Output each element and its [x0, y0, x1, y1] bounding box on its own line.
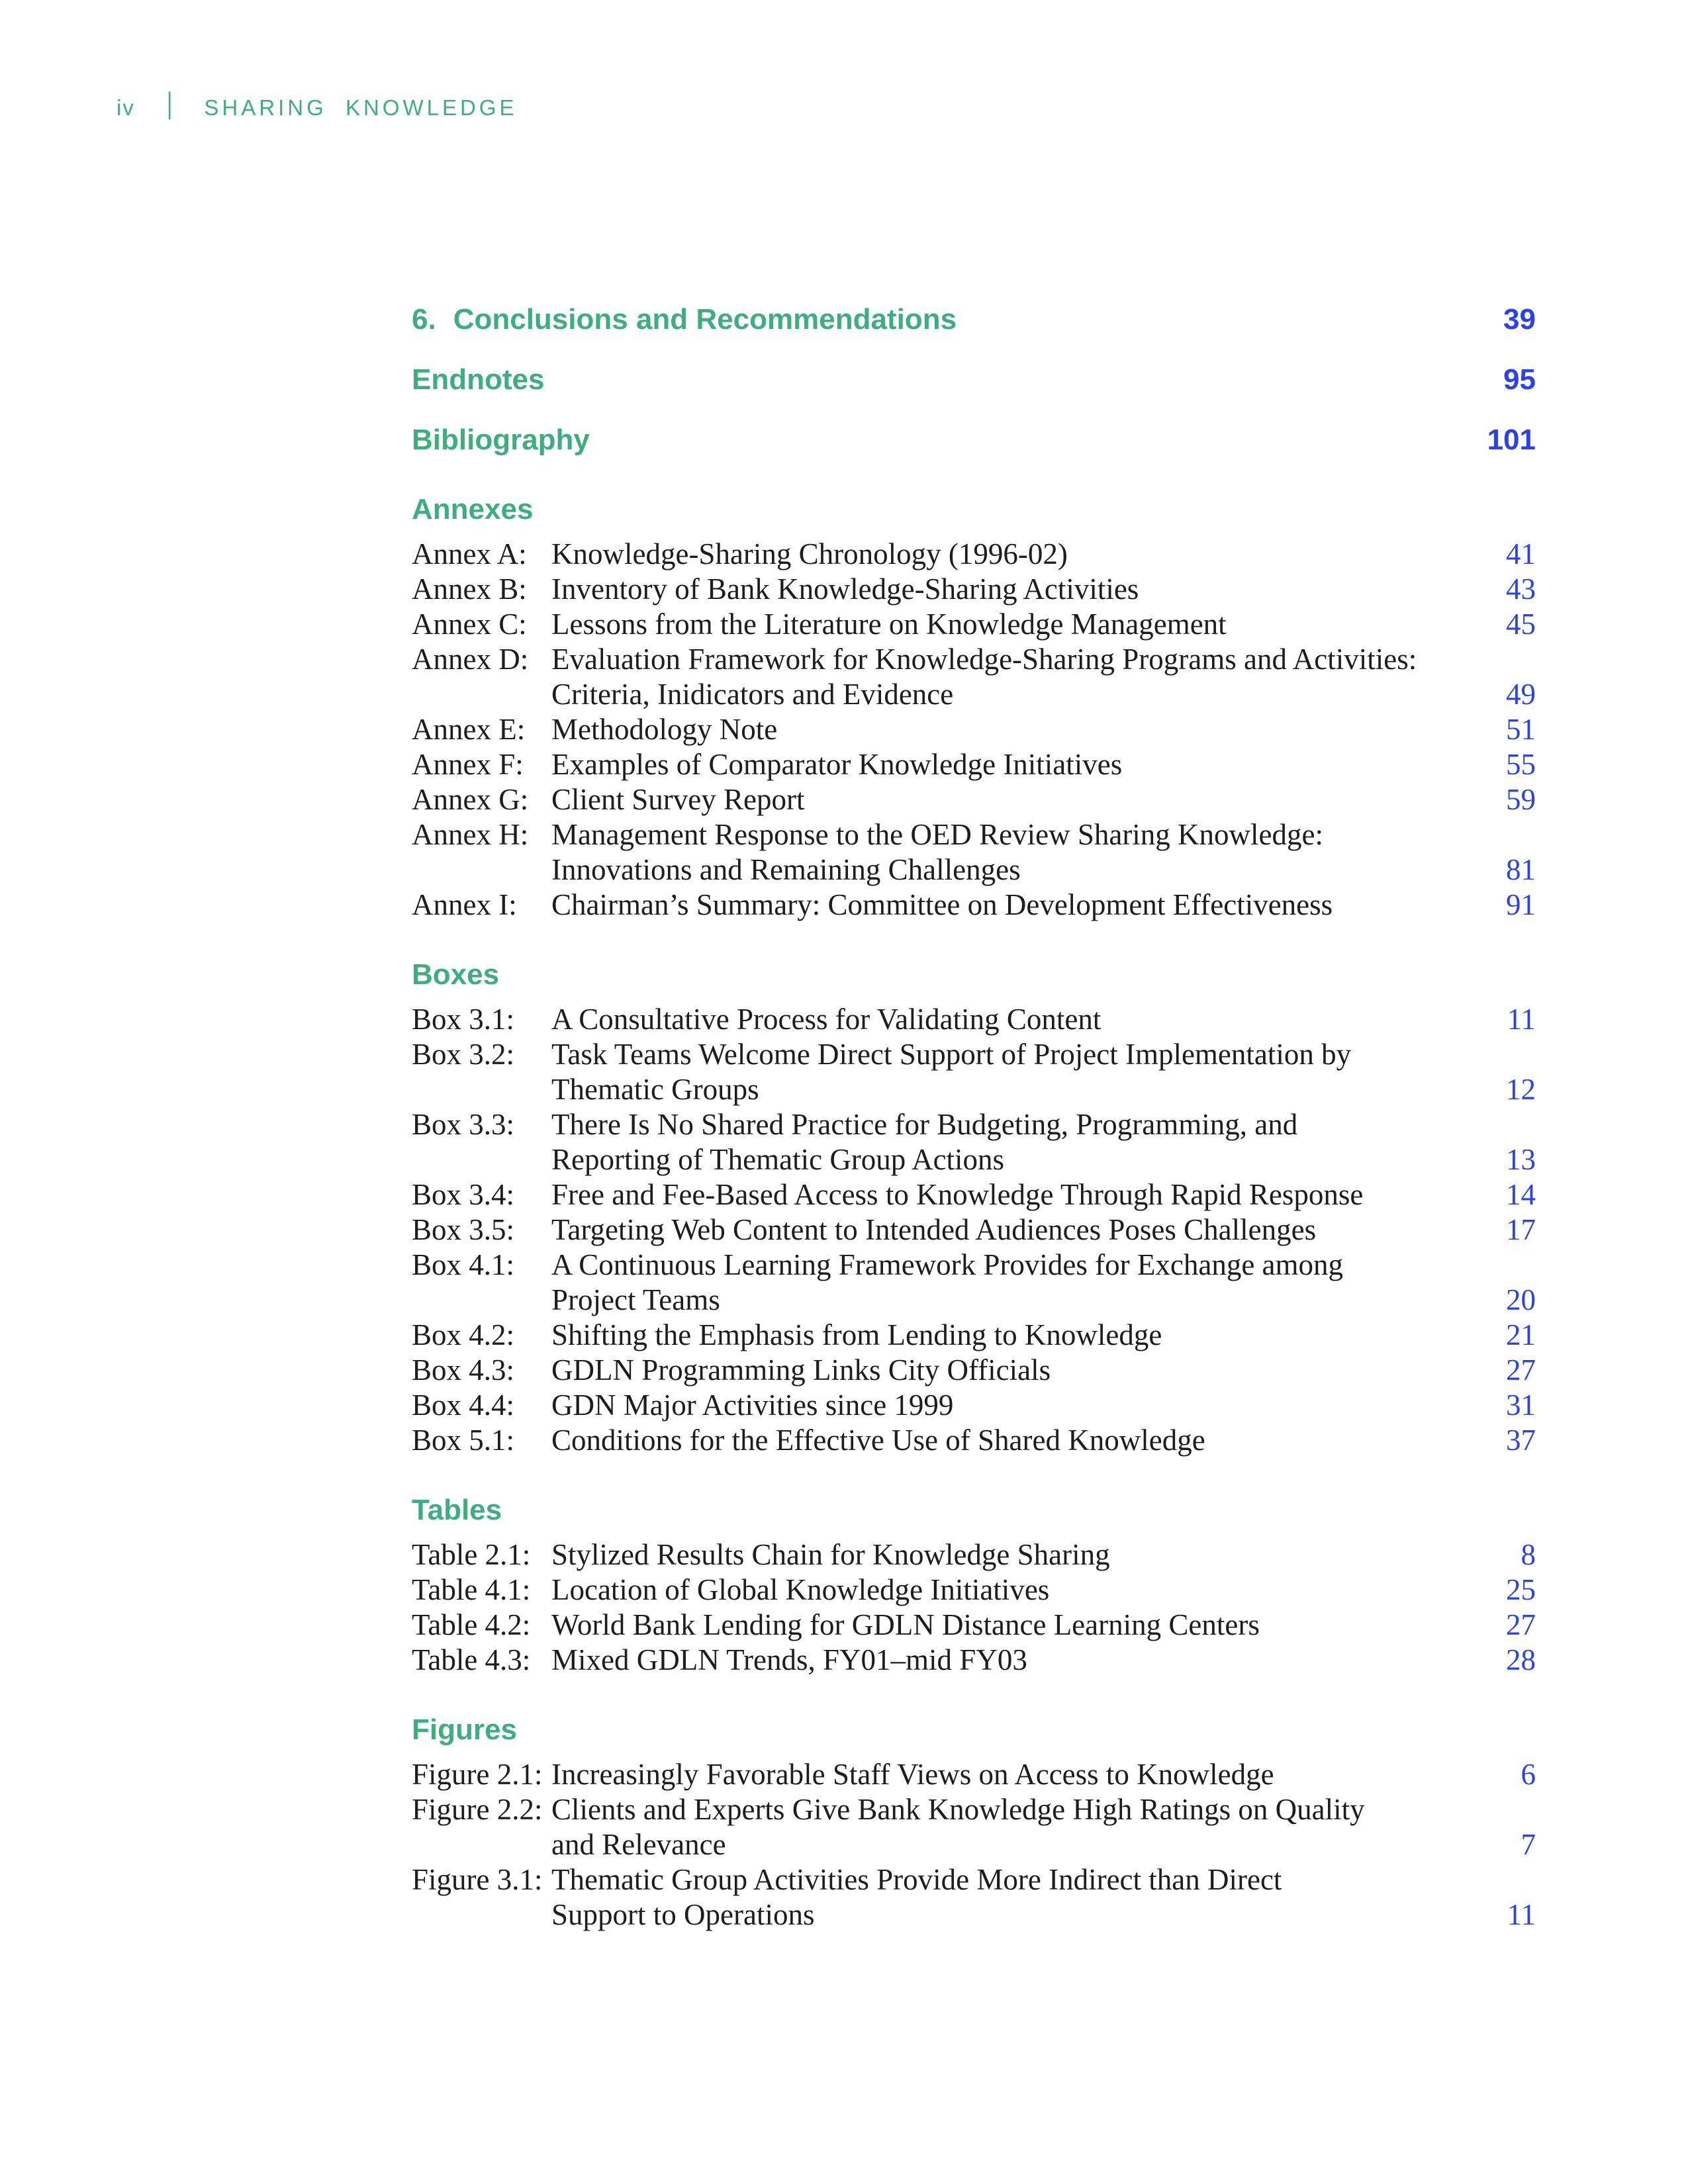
entry-label: Table 2.1:: [412, 1538, 531, 1571]
entry-title: [551, 1037, 1351, 1107]
toc-entry: [412, 1318, 1536, 1353]
page-number: 37: [1506, 1424, 1536, 1457]
page-number: 39: [1503, 303, 1536, 336]
entry-title: [551, 1177, 1363, 1212]
entry-title: [551, 537, 1068, 572]
entry-label: Annex F:: [412, 748, 524, 781]
entry-title: [551, 1537, 1110, 1572]
book-title: SHARING KNOWLEDGE: [204, 95, 518, 120]
entry-title: [551, 817, 1323, 887]
toc-top-entry: [412, 362, 1536, 397]
toc-entry: [412, 1248, 1536, 1318]
entry-title: [551, 1608, 1260, 1643]
toc-entry: [412, 642, 1536, 712]
chapter-number: 6.: [412, 303, 436, 336]
page-number: 81: [1506, 853, 1536, 886]
page-number: 8: [1521, 1538, 1536, 1571]
entry-title: [551, 1862, 1282, 1933]
toc-top-entry: [412, 422, 1536, 457]
page-number: 11: [1507, 1898, 1536, 1931]
entry-title-line: Inventory of Bank Knowledge-Sharing Activities: [551, 572, 1139, 606]
chapter-title: Conclusions and Recommendations: [453, 303, 957, 336]
section-heading: Boxes: [412, 958, 500, 991]
page-number: 13: [1506, 1143, 1536, 1176]
entry-title-line: Free and Fee-Based Access to Knowledge Through Rapid Response: [551, 1178, 1364, 1211]
toc-entry: [412, 1177, 1536, 1212]
entry-label: Figure 2.1:: [412, 1758, 543, 1791]
toc-entry: [412, 782, 1536, 817]
entry-title-line: Criteria, Inidicators and Evidence: [551, 678, 954, 711]
entry-title: [551, 1318, 1162, 1353]
toc-top-entry: [412, 302, 1536, 337]
entry-label: Box 5.1:: [412, 1424, 515, 1457]
entry-title-line: Management Response to the OED Review Sharing Knowledge:: [551, 818, 1324, 851]
section-heading: Tables: [412, 1494, 502, 1526]
entry-title: [551, 1572, 1049, 1608]
entry-label: Box 3.3:: [412, 1108, 515, 1141]
page-number: 7: [1521, 1828, 1536, 1861]
page-number: 55: [1506, 748, 1536, 781]
table-of-contents: [412, 302, 1536, 1933]
toc-entry: [412, 1792, 1536, 1862]
page-number: 31: [1506, 1388, 1536, 1422]
toc-section-annexes: [412, 492, 1536, 923]
toc-entry: [412, 1423, 1536, 1458]
toc-entry: [412, 1388, 1536, 1423]
entry-title-line: Reporting of Thematic Group Actions: [551, 1143, 1005, 1176]
entry-title: [551, 1643, 1027, 1678]
entry-title: [551, 642, 1417, 712]
entry-title-line: Knowledge-Sharing Chronology (1996-02): [551, 537, 1068, 570]
toc-entry: [412, 1643, 1536, 1678]
entry-title: [551, 1212, 1316, 1248]
page-number: 17: [1506, 1213, 1536, 1246]
page-number: 14: [1506, 1178, 1536, 1211]
toc-entry: [412, 1862, 1536, 1933]
page-number: 51: [1506, 713, 1536, 746]
toc-section-boxes: [412, 957, 1536, 1458]
entry-title-line: Mixed GDLN Trends, FY01–mid FY03: [551, 1643, 1027, 1676]
page-number: 28: [1506, 1643, 1536, 1676]
entry-title: [551, 572, 1139, 607]
entry-title: [551, 1388, 953, 1423]
page-number: 49: [1506, 678, 1536, 711]
entry-title: [551, 1107, 1297, 1177]
entry-label: Box 4.3:: [412, 1353, 515, 1387]
page-number: 25: [1506, 1573, 1536, 1606]
toc-entry: [412, 887, 1536, 923]
entry-label: Annex C:: [412, 608, 527, 641]
entry-label: Box 4.4:: [412, 1388, 515, 1422]
entry-title-line: Shifting the Emphasis from Lending to Knowledge: [551, 1318, 1162, 1351]
page-number: 12: [1506, 1073, 1536, 1106]
toc-entry: [412, 1037, 1536, 1107]
entry-label: Annex A:: [412, 537, 527, 570]
entry-title: [551, 712, 777, 747]
entry-title-line: Thematic Groups: [551, 1073, 759, 1106]
entry-label: Table 4.1:: [412, 1573, 531, 1606]
entry-title: [551, 782, 804, 817]
entry-title-line: Evaluation Framework for Knowledge-Sharing Programs and Activities:: [551, 643, 1417, 676]
entry-title-line: Chairman’s Summary: Committee on Development Effectiveness: [551, 888, 1333, 921]
entry-title: [551, 1757, 1274, 1792]
entry-label: Annex B:: [412, 572, 527, 606]
entry-label: Figure 3.1:: [412, 1863, 543, 1896]
toc-entry: [412, 1107, 1536, 1177]
entry-label: Table 4.2:: [412, 1608, 531, 1641]
entry-title-line: Clients and Experts Give Bank Knowledge High Ratings on Quality: [551, 1793, 1365, 1826]
running-head: [117, 86, 518, 120]
entry-title: [551, 1248, 1343, 1318]
section-heading: Figures: [412, 1713, 517, 1746]
entry-title-line: Support to Operations: [551, 1898, 815, 1931]
entry-label: Box 4.1:: [412, 1248, 515, 1281]
toc-entry: [412, 1353, 1536, 1388]
entry-title-line: A Continuous Learning Framework Provides for Exchange among: [551, 1248, 1344, 1281]
toc-entry: [412, 607, 1536, 642]
page-number: 59: [1506, 783, 1536, 816]
page-number: 41: [1506, 537, 1536, 570]
section-heading: Annexes: [412, 493, 534, 525]
entry-title-line: Conditions for the Effective Use of Shared Knowledge: [551, 1424, 1205, 1457]
entry-label: Annex H:: [412, 818, 529, 851]
toc-section-tables: [412, 1492, 1536, 1678]
entry-title-line: Examples of Comparator Knowledge Initiatives: [551, 748, 1123, 781]
chapter-title: Endnotes: [412, 363, 545, 396]
toc-entry: [412, 1572, 1536, 1608]
entry-title-line: Stylized Results Chain for Knowledge Sharing: [551, 1538, 1110, 1571]
page-number: 27: [1506, 1353, 1536, 1387]
entry-title: [551, 1353, 1051, 1388]
toc-section-figures: [412, 1712, 1536, 1933]
toc-entry: [412, 712, 1536, 747]
entry-title-line: Increasingly Favorable Staff Views on Access to Knowledge: [551, 1758, 1274, 1791]
entry-title-line: There Is No Shared Practice for Budgeting, Programming, and: [551, 1108, 1298, 1141]
entry-label: Box 4.2:: [412, 1318, 515, 1351]
entry-title: [551, 1423, 1205, 1458]
toc-entry: [412, 1757, 1536, 1792]
entry-title-line: Thematic Group Activities Provide More Indirect than Direct: [551, 1863, 1282, 1896]
entry-title: [551, 747, 1122, 782]
entry-title: [551, 1792, 1365, 1862]
entry-label: Box 3.1:: [412, 1003, 515, 1036]
page-number: 20: [1506, 1283, 1536, 1316]
entry-title-line: Project Teams: [551, 1283, 720, 1316]
entry-label: Annex E:: [412, 713, 526, 746]
page-number: 43: [1506, 572, 1536, 606]
page-number: 91: [1506, 888, 1536, 921]
entry-title-line: Task Teams Welcome Direct Support of Project Implementation by: [551, 1038, 1352, 1071]
chapter-title: Bibliography: [412, 424, 590, 456]
toc-entry: [412, 817, 1536, 887]
entry-title-line: A Consultative Process for Validating Content: [551, 1003, 1102, 1036]
entry-title-line: Innovations and Remaining Challenges: [551, 853, 1021, 886]
entry-label: Box 3.4:: [412, 1178, 515, 1211]
entry-title-line: Targeting Web Content to Intended Audiences Poses Challenges: [551, 1213, 1317, 1246]
toc-entry: [412, 1212, 1536, 1248]
entry-title: [551, 887, 1333, 923]
entry-label: Box 3.5:: [412, 1213, 515, 1246]
entry-title-line: GDN Major Activities since 1999: [551, 1388, 954, 1422]
toc-entry: [412, 572, 1536, 607]
toc-entry: [412, 1537, 1536, 1572]
entry-label: Annex G:: [412, 783, 529, 816]
entry-title: [551, 1002, 1101, 1037]
page-number: 6: [1521, 1758, 1536, 1791]
toc-entry: [412, 747, 1536, 782]
entry-label: Annex I:: [412, 888, 517, 921]
page-number: 27: [1506, 1608, 1536, 1641]
page-number: 45: [1506, 608, 1536, 641]
entry-title-line: Client Survey Report: [551, 783, 805, 816]
entry-title: [551, 607, 1227, 642]
page-folio: iv: [117, 95, 135, 120]
page-number: 11: [1507, 1003, 1536, 1036]
entry-title-line: Location of Global Knowledge Initiatives: [551, 1573, 1050, 1606]
page-number: 95: [1503, 363, 1536, 396]
entry-title-line: Lessons from the Literature on Knowledge Management: [551, 608, 1227, 641]
entry-label: Figure 2.2:: [412, 1793, 543, 1826]
entry-title-line: GDLN Programming Links City Officials: [551, 1353, 1051, 1387]
entry-label: Annex D:: [412, 643, 529, 676]
entry-label: Box 3.2:: [412, 1038, 515, 1071]
entry-title-line: Methodology Note: [551, 713, 778, 746]
page-number: 101: [1487, 424, 1536, 456]
running-head-separator: |: [166, 86, 173, 120]
page-number: 21: [1506, 1318, 1536, 1351]
entry-title-line: and Relevance: [551, 1828, 726, 1861]
toc-entry: [412, 1002, 1536, 1037]
toc-entry: [412, 537, 1536, 572]
toc-entry: [412, 1608, 1536, 1643]
entry-label: Table 4.3:: [412, 1643, 531, 1676]
entry-title-line: World Bank Lending for GDLN Distance Learning Centers: [551, 1608, 1260, 1641]
